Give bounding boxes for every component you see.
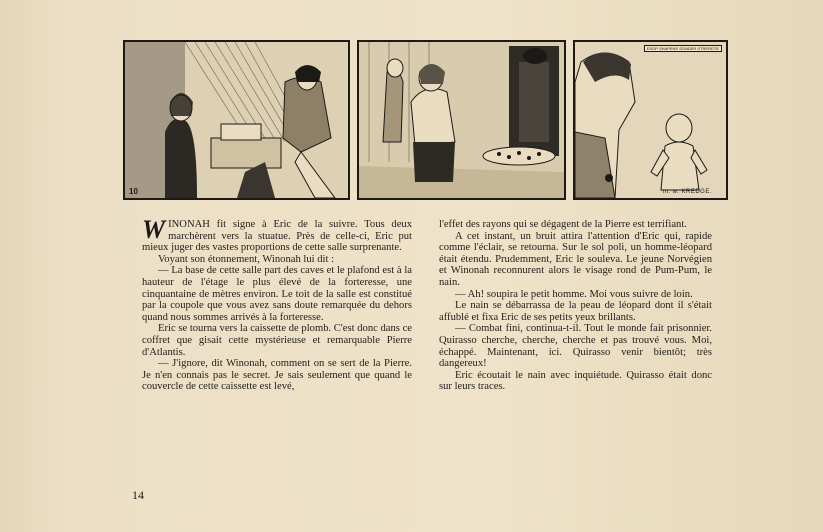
paragraph: Eric écoutait le nain avec inquiétude. Quirasso était donc sur leurs traces. — [439, 369, 712, 393]
paragraph — [142, 215, 412, 254]
comic-panel-1 — [123, 40, 350, 200]
paragraph: A cet instant, un bruit attira l'attention d'Eric qui, rapide comme l'éclair, se retourna. Sur le sol poli, un homme-léopard était étendu. Prudemment, Eric le souleva. Le jeune Norvégien et Winonah reconnurent alors le visage rond de Pum-Pum, le nain. — [439, 230, 712, 288]
comic-panel-3 — [573, 40, 728, 200]
panel-3-illustration — [575, 42, 726, 198]
paragraph: — Ah! soupira le petit homme. Moi vous suivre de loin. — [455, 288, 693, 300]
page-number: 14 — [132, 488, 144, 502]
comic-panel-2 — [357, 40, 566, 200]
paragraph: l'effet des rayons qui se dégagent de la Pierre est terrifiant. — [439, 219, 687, 230]
paragraph-text: INONAH fit signe à Eric de la suivre. Tous deux marchèrent vers la stuatue. Près de celle-ci, Eric put mieux juger des vastes proportions de cette salle surprenante. — [142, 219, 412, 254]
panel-1-illustration — [125, 42, 348, 198]
panel-number: 10 — [129, 187, 138, 196]
panel-2-illustration — [359, 42, 564, 198]
credit-box: ESOP SHAPENS SONDER STRERDTE — [644, 45, 722, 52]
text-column-right — [439, 219, 712, 393]
paragraph: — La base de cette salle part des caves et le plafond est à la hauteur de l'étage le plus élevé de la forteresse, une cinquantaine de mètres environ. Le toit de la salle est constitué par la coupole que vous avez sans doute remarquée du dehors quand nous sommes arrivés à la forteresse. — [142, 265, 412, 323]
paragraph: Voyant son étonnement, Winonah lui dit : — [158, 253, 335, 265]
paragraph: — Combat fini, continua-t-il. Tout le monde fait prisonnier. Quirasso cherche, cherche, cherche et pas trouvé vous. Moi, échappé. Maintenant, ici. Quirasso venir bientôt; très dangereux! — [439, 323, 712, 370]
dropcap: W — [142, 215, 166, 244]
paragraph: Eric se tourna vers la caissette de plomb. C'est donc dans ce coffret que gisait cette mystérieuse et remarquable Pierre d'Atlantis. — [142, 323, 412, 358]
artist-signature: m. w. KREDGE. — [662, 189, 712, 195]
paragraph: — J'ignore, dit Winonah, comment on se sert de la Pierre. Je n'en connais pas le secret. Je sais seulement que quand le couvercle de cette caissette est levé, — [142, 358, 412, 393]
text-column-left — [142, 215, 412, 393]
paragraph: Le nain se débarrassa de la peau de léopard dont il s'était affublé et fixa Eric de ses petits yeux brillants. — [439, 300, 712, 323]
